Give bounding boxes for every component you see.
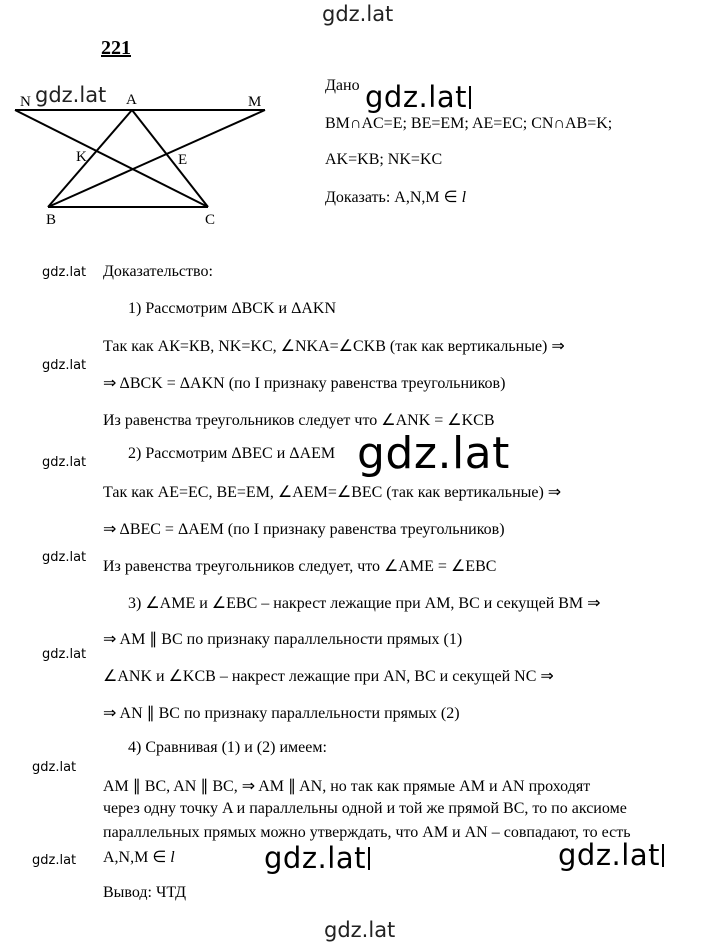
- proof-line: параллельных прямых можно утверждать, что AM и AN – совпадают, то есть: [103, 824, 631, 841]
- conclusion: Вывод: ЧТД: [103, 884, 187, 901]
- proof-line: ⇒ ΔBCK = ΔAKN (по I признаку равенства треугольников): [103, 375, 506, 392]
- watermark-margin: gdz.lat: [42, 358, 87, 373]
- label-k: K: [76, 149, 87, 165]
- proof-line: Так как АК=КВ, NK=KC, ∠NKA=∠CKB (так как вертикальные) ⇒: [103, 338, 565, 355]
- prove-statement: Доказать: A,N,M ∈ l: [325, 189, 467, 206]
- proof-line: ⇒ ΔBEC = ΔAEM (по I признаку равенства треугольников): [103, 521, 505, 538]
- watermark-bottom: gdz.lat: [324, 918, 396, 942]
- proof-line: ∠ANK и ∠KCB – накрест лежащие при AN, BC и секущей NC ⇒: [103, 668, 554, 685]
- watermark-bottom-mid: gdz.lat: [264, 841, 370, 875]
- watermark-margin: gdz.lat: [32, 760, 77, 775]
- proof-line: ⇒ AN ∥ BC по признаку параллельности прямых (2): [103, 705, 460, 722]
- label-e: E: [178, 152, 188, 168]
- watermark-given: gdz.lat: [365, 80, 471, 114]
- watermark-margin: gdz.lat: [42, 455, 87, 470]
- watermark-top: gdz.lat: [322, 2, 394, 26]
- given-line-1: BM∩AC=E; BE=EM; AE=EC; CN∩AB=K;: [325, 115, 613, 132]
- label-n: N: [20, 94, 31, 110]
- given-label: Дано: [325, 77, 360, 94]
- watermark-margin: gdz.lat: [32, 853, 77, 868]
- watermark-margin: gdz.lat: [42, 265, 87, 280]
- watermark-center: gdz.lat: [357, 428, 510, 479]
- watermark-bottom-right: gdz.lat: [558, 838, 664, 872]
- proof-line: 1) Рассмотрим ΔBCK и ΔAKN: [128, 300, 337, 317]
- proof-line: A,N,M ∈ l: [103, 849, 175, 866]
- proof-line: через одну точку A и параллельны одной и той же прямой BC, то по аксиоме: [103, 800, 627, 817]
- given-line-2: AK=KB; NK=KC: [325, 151, 443, 168]
- proof-line: AM ∥ BC, AN ∥ BC, ⇒ AM ∥ AN, но так как прямые AM и AN проходят: [103, 778, 591, 795]
- watermark-figure: gdz.lat: [35, 83, 107, 107]
- problem-number: 221: [101, 37, 131, 59]
- proof-line: 3) ∠AME и ∠EBC – накрест лежащие при AM, BC и секущей BM ⇒: [128, 595, 601, 612]
- side-ab: [48, 110, 132, 207]
- proof-line: Так как AE=EC, BE=EM, ∠AEM=∠BEC (так как вертикальные) ⇒: [103, 484, 562, 501]
- watermark-margin: gdz.lat: [42, 550, 87, 565]
- proof-line: Из равенства треугольников следует что ∠ANK = ∠KCB: [103, 412, 495, 429]
- proof-line: 2) Рассмотрим ΔBEC и ΔAEM: [128, 445, 336, 462]
- watermark-margin: gdz.lat: [42, 647, 87, 662]
- side-ac: [132, 110, 208, 207]
- label-m: M: [248, 94, 262, 110]
- label-b: B: [46, 212, 57, 228]
- proof-line: 4) Сравнивая (1) и (2) имеем:: [128, 739, 327, 756]
- geometry-figure: [0, 0, 290, 240]
- proof-line: Из равенства треугольников следует, что ∠AME = ∠EBC: [103, 558, 497, 575]
- label-c: C: [205, 212, 216, 228]
- label-a: A: [126, 92, 137, 108]
- proof-line: ⇒ AM ∥ BC по признаку параллельности прямых (1): [103, 631, 463, 648]
- proof-title: Доказательство:: [103, 263, 213, 280]
